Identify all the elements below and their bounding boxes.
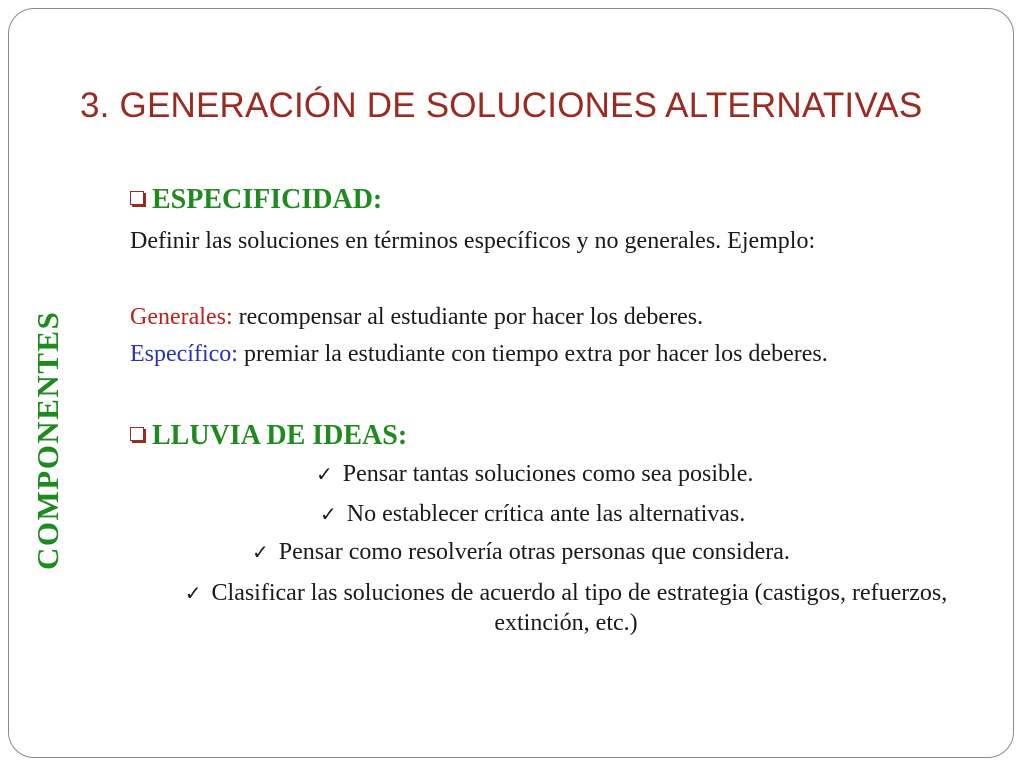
section-heading-especificidad	[130, 184, 382, 216]
section-heading-label: LLUVIA DE IDEAS:	[152, 420, 408, 451]
section-heading-lluvia-de-ideas	[130, 420, 407, 452]
checkmark-icon: ✓	[316, 462, 333, 486]
list-item: ✓ Pensar tantas soluciones como sea posible.	[316, 461, 754, 487]
definition-text: Definir las soluciones en términos específicos y no generales. Ejemplo:	[130, 228, 816, 254]
example-general-text: recompensar al estudiante por hacer los deberes.	[232, 304, 704, 330]
example-general-label: Generales:	[130, 304, 233, 330]
square-bullet-icon	[130, 427, 144, 441]
list-item: ✓ Pensar como resolvería otras personas que considera.	[252, 539, 790, 565]
square-bullet-icon	[130, 191, 144, 205]
example-specific	[130, 341, 828, 368]
example-specific-label: Específico:	[130, 341, 238, 367]
list-item: ✓ Clasificar las soluciones de acuerdo al tipo de estrategia (castigos, refuerzos, extinción, etc.)	[184, 580, 948, 636]
slide-title: 3. GENERACIÓN DE SOLUCIONES ALTERNATIVAS	[80, 86, 923, 125]
side-label: COMPONENTES	[30, 310, 65, 570]
example-general	[130, 304, 703, 331]
checkmark-icon: ✓	[252, 540, 269, 564]
example-specific-text: premiar la estudiante con tiempo extra por hacer los deberes.	[237, 341, 828, 367]
section-heading-label: ESPECIFICIDAD:	[152, 184, 383, 215]
checkmark-icon: ✓	[320, 502, 337, 526]
list-item: ✓ No establecer crítica ante las alternativas.	[320, 501, 746, 527]
checkmark-icon: ✓	[184, 581, 202, 605]
